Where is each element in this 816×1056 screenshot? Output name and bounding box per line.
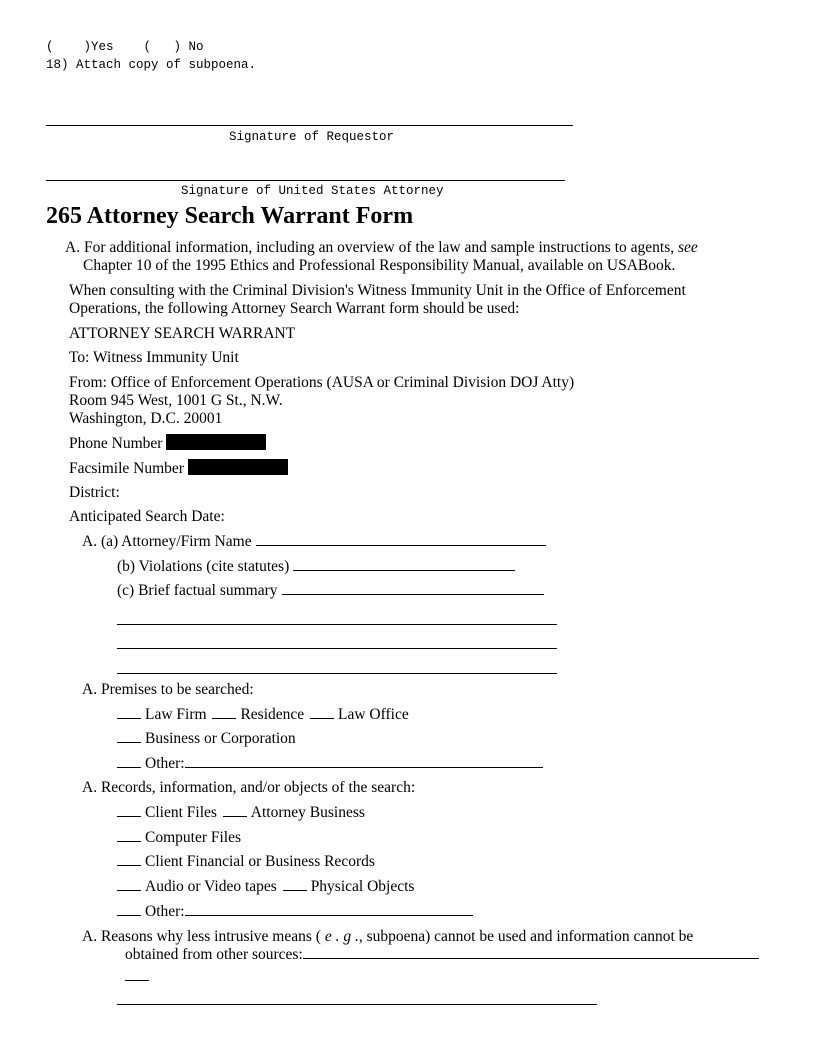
reasons-wrap-line[interactable] <box>125 980 149 981</box>
records-other-label: Other: <box>145 903 185 920</box>
section-heading: 265 Attorney Search Warrant Form <box>46 203 414 229</box>
fax-label: Facsimile Number <box>69 460 184 477</box>
records-row-2 <box>117 829 241 847</box>
summary-row <box>117 582 544 600</box>
district-label: District: <box>69 484 120 501</box>
physical-objects-checkbox[interactable] <box>283 878 307 891</box>
yes-no-line: ( )Yes ( ) No <box>46 40 204 54</box>
reasons-field[interactable] <box>303 946 759 959</box>
reasons-line-3[interactable] <box>117 1004 597 1005</box>
client-files-checkbox[interactable] <box>117 804 141 817</box>
attorney-firm-field[interactable] <box>256 533 546 546</box>
attorney-business-label: Attorney Business <box>250 804 365 821</box>
from-line-1: From: Office of Enforcement Operations (AUSA or Criminal Division DOJ Atty) <box>69 374 575 391</box>
to-line: To: Witness Immunity Unit <box>69 349 239 366</box>
law-office-label: Law Office <box>338 706 409 723</box>
audio-video-label: Audio or Video tapes <box>145 878 277 895</box>
premises-other-field[interactable] <box>185 755 543 768</box>
reasons-text-post: , subpoena) cannot be used and information cannot be <box>358 928 694 945</box>
attorney-business-checkbox[interactable] <box>223 804 247 817</box>
note-line-2: Chapter 10 of the 1995 Ethics and Professional Responsibility Manual, available on USABook. <box>83 257 676 274</box>
law-firm-checkbox[interactable] <box>117 706 141 719</box>
audio-video-checkbox[interactable] <box>117 878 141 891</box>
from-line-3: Washington, D.C. 20001 <box>69 410 223 427</box>
premises-row-1 <box>117 706 409 724</box>
records-row-5 <box>117 903 473 921</box>
business-label: Business or Corporation <box>145 730 296 747</box>
premises-heading: A. Premises to be searched: <box>82 681 254 698</box>
summary-line-1[interactable] <box>117 624 557 625</box>
summary-line-2[interactable] <box>117 648 557 649</box>
summary-label: (c) Brief factual summary <box>117 582 278 599</box>
attorney-firm-label: A. (a) Attorney/Firm Name <box>82 533 252 550</box>
premises-row-3 <box>117 755 543 773</box>
signature-usa-label: Signature of United States Attorney <box>181 184 444 198</box>
records-row-4 <box>117 878 414 896</box>
residence-label: Residence <box>240 706 305 723</box>
usa-signature-line <box>46 180 565 181</box>
intro-line-2: Operations, the following Attorney Search Warrant form should be used: <box>69 300 520 317</box>
attorney-firm-row <box>82 533 546 551</box>
reasons-eg: e . g . <box>324 928 359 945</box>
violations-label: (b) Violations (cite statutes) <box>117 558 290 575</box>
reasons-line-2-label: obtained from other sources: <box>125 946 303 963</box>
form-title: ATTORNEY SEARCH WARRANT <box>69 325 296 342</box>
records-other-checkbox[interactable] <box>117 903 141 916</box>
client-financial-checkbox[interactable] <box>117 853 141 866</box>
reasons-row <box>82 928 693 946</box>
physical-objects-label: Physical Objects <box>310 878 415 895</box>
signature-requestor-label: Signature of Requestor <box>229 130 395 144</box>
summary-line-3[interactable] <box>117 673 557 674</box>
premises-row-2 <box>117 730 296 748</box>
premises-other-label: Other: <box>145 755 185 772</box>
records-heading: A. Records, information, and/or objects of the search: <box>82 779 416 796</box>
client-files-label: Client Files <box>145 804 217 821</box>
computer-files-checkbox[interactable] <box>117 829 141 842</box>
requestor-signature-line <box>46 125 573 126</box>
item-18-attach-subpoena: 18) Attach copy of subpoena. <box>46 58 257 72</box>
fax-redaction <box>188 459 288 475</box>
premises-other-checkbox[interactable] <box>117 755 141 768</box>
additional-info-note <box>65 239 698 257</box>
search-date-label: Anticipated Search Date: <box>69 508 225 525</box>
reasons-text: A. Reasons why less intrusive means ( <box>82 928 325 945</box>
phone-label: Phone Number <box>69 435 163 452</box>
computer-files-label: Computer Files <box>145 829 242 846</box>
violations-row <box>117 558 515 576</box>
intro-line-1: When consulting with the Criminal Division's Witness Immunity Unit in the Office of Enforcement <box>69 282 686 299</box>
records-other-field[interactable] <box>185 903 473 916</box>
violations-field[interactable] <box>293 558 515 571</box>
phone-row <box>69 434 266 453</box>
summary-field[interactable] <box>282 582 544 595</box>
law-office-checkbox[interactable] <box>310 706 334 719</box>
records-row-3 <box>117 853 375 871</box>
note-text: A. For additional information, including an overview of the law and sample instructions to agents, <box>65 239 678 256</box>
client-financial-label: Client Financial or Business Records <box>145 853 375 870</box>
from-line-2: Room 945 West, 1001 G St., N.W. <box>69 392 283 409</box>
law-firm-label: Law Firm <box>145 706 207 723</box>
business-checkbox[interactable] <box>117 730 141 743</box>
fax-row <box>69 459 288 478</box>
phone-redaction <box>166 434 266 450</box>
records-row-1 <box>117 804 365 822</box>
reasons-row-2 <box>125 946 759 964</box>
residence-checkbox[interactable] <box>212 706 236 719</box>
note-see: see <box>677 239 698 256</box>
